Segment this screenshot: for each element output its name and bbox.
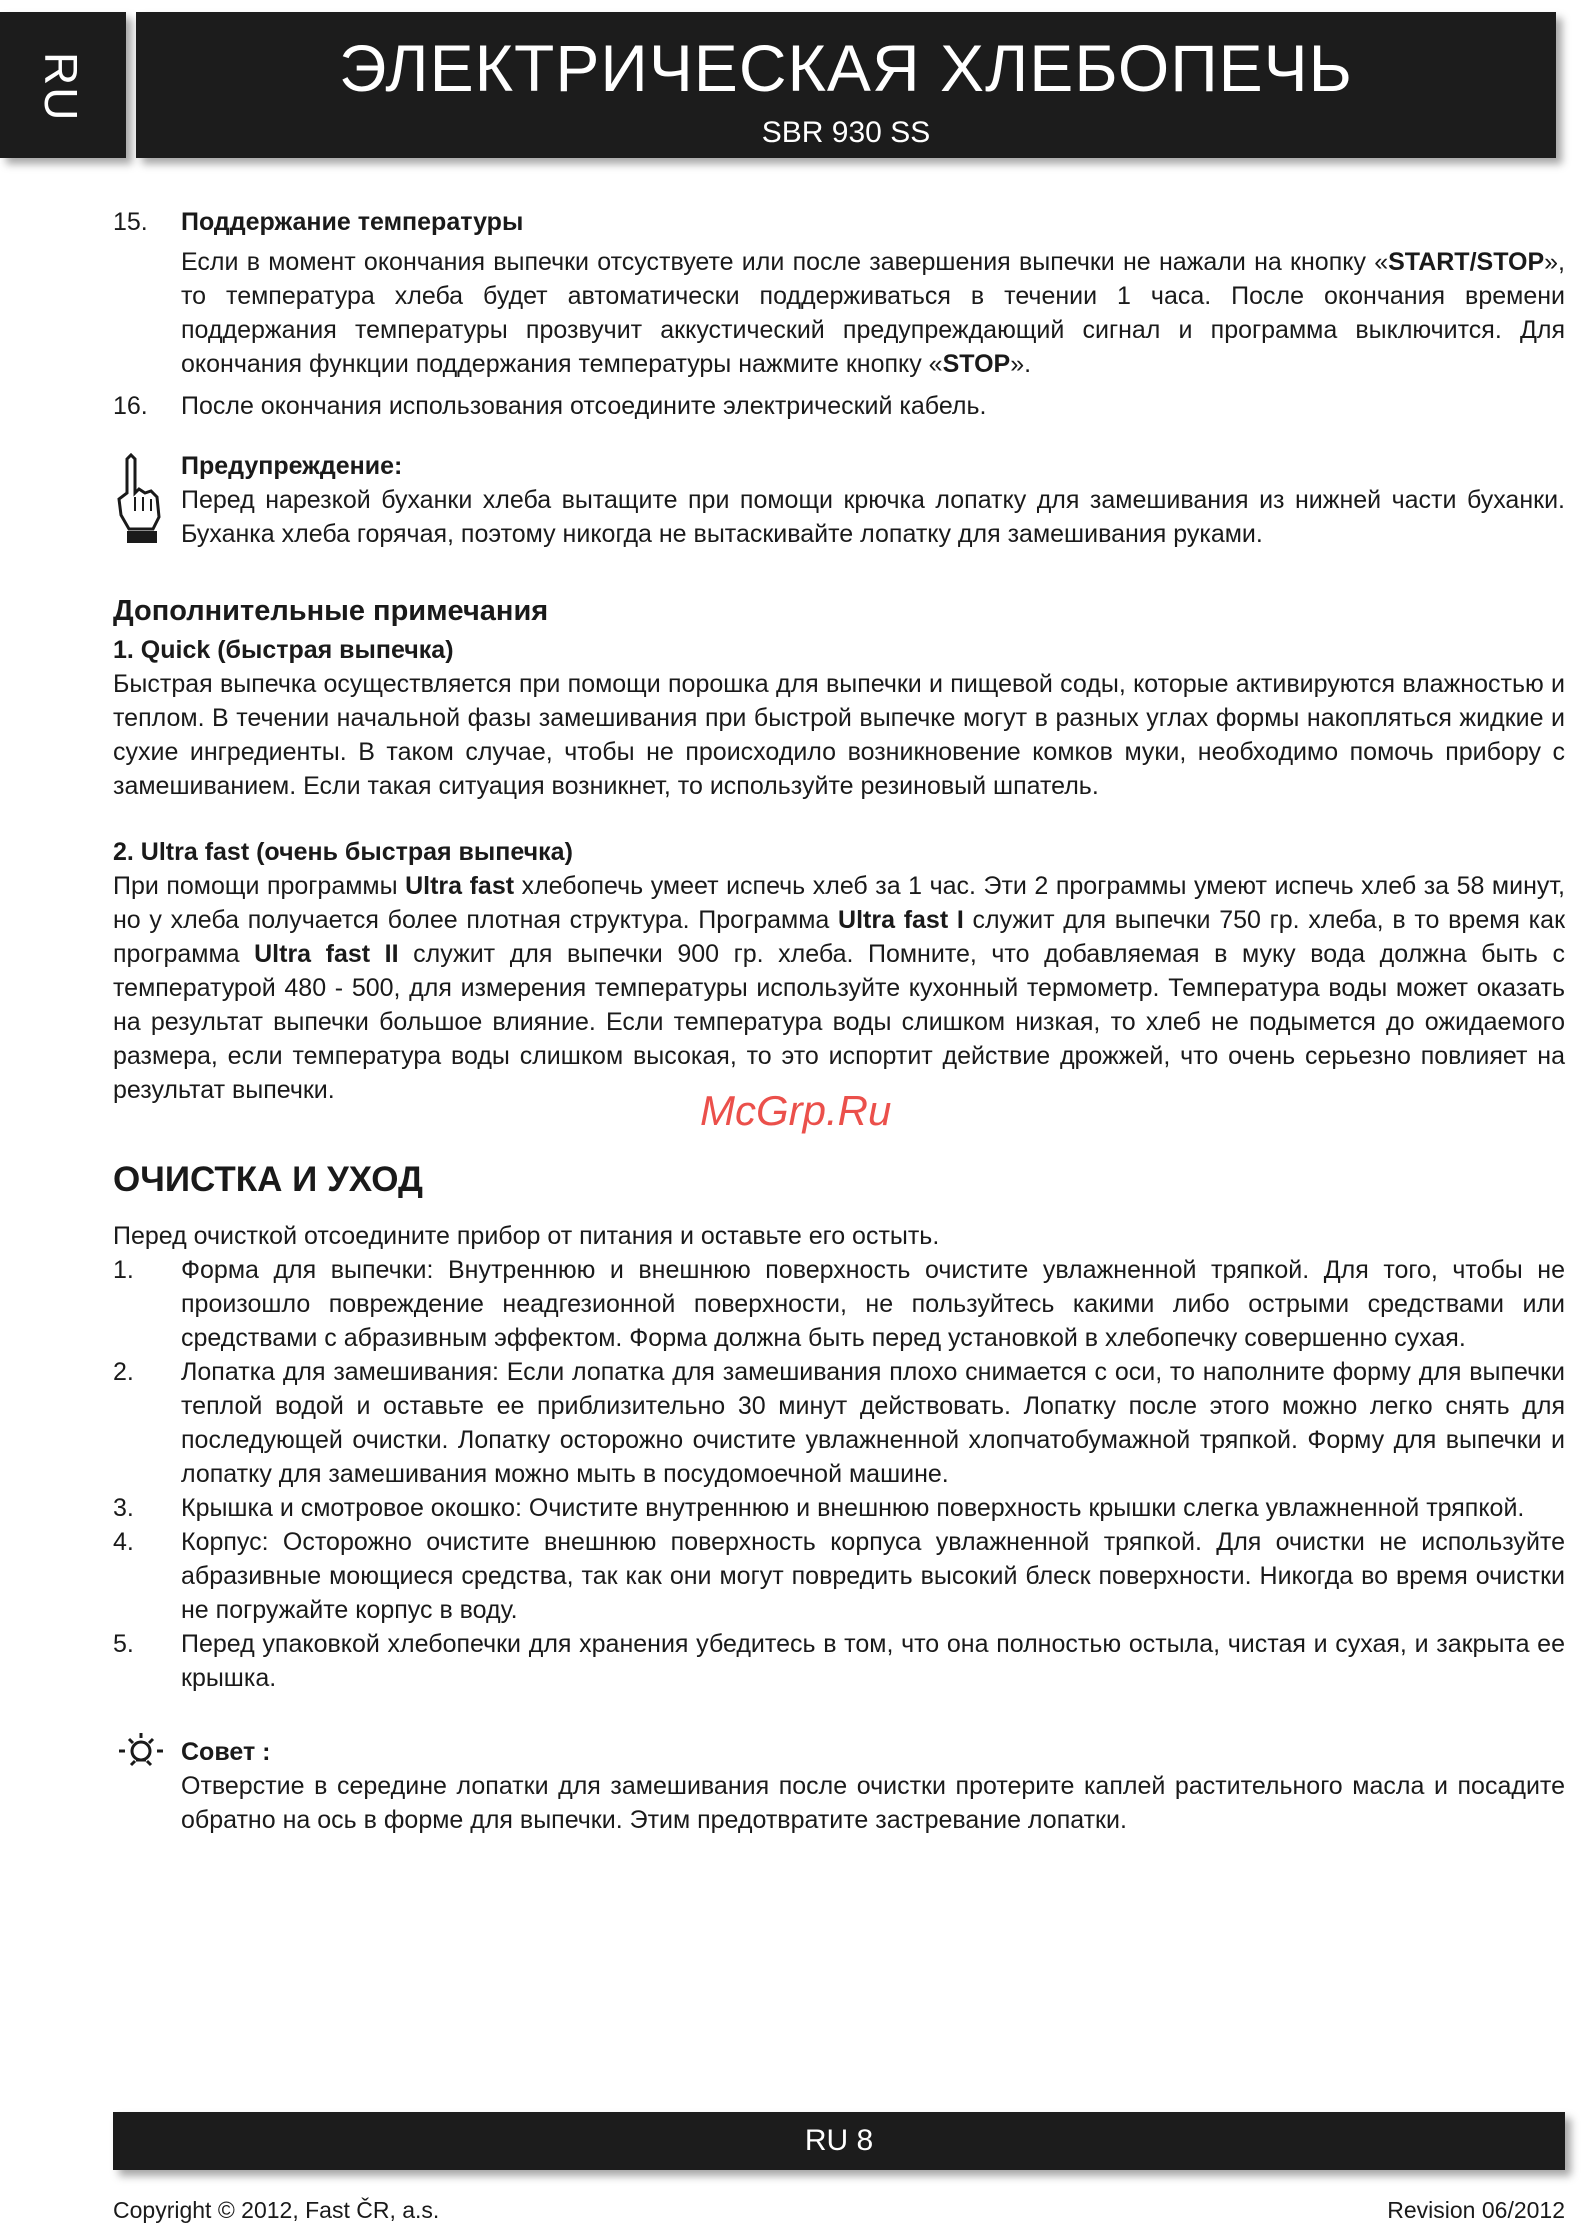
copyright: Copyright © 2012, Fast ČR, a.s. (113, 2197, 440, 2223)
model-number: SBR 930 SS (761, 116, 931, 149)
watermark: McGrp.Ru (700, 1087, 892, 1134)
tip-text: Отверстие в середине лопатки для замешивания после очистки протерите каплей растительного масла и посадите обратно на ось в форме для выпечки. Этим предотвратите застревание лопатки. (181, 1772, 1565, 1834)
step-16 (113, 389, 1565, 423)
lightbulb-icon (111, 1729, 171, 1773)
list-item: 1. Форма для выпечки: Внутреннюю и внешнюю поверхность очистите увлажненной тряпкой. Для того, чтобы не произошло повреждение неадгезионной поверхности, не пользуйтесь какими либо острыми средствами или средствами с абразивным эффектом. Форма должна быть перед установкой в хлебопечку совершенно сухая. (113, 1256, 1565, 1352)
quick-title: 1. Quick (быстрая выпечка) (113, 636, 454, 664)
tip-block (113, 1735, 1565, 1837)
main-content (113, 205, 1565, 1837)
quick-text: Быстрая выпечка осуществляется при помощи порошка для выпечки и пищевой соды, которые активируются влажностью и теплом. В течении начальной фазы замешивания при быстрой выпечке могут в разных углах формы накопляться жидкие и сухие ингредиенты. В таком случае, чтобы не происходило возникновение комков муки, необходимо помочь прибору с замешиванием. Если такая ситуация возникнет, то используйте резиновый шпатель. (113, 670, 1565, 800)
page-number: RU 8 (804, 2124, 874, 2157)
stop-label: STOP (942, 350, 1011, 378)
start-stop-label: START/STOP (1388, 248, 1545, 276)
warning-title: Предупреждение: (181, 452, 403, 480)
step-number: 15. (113, 208, 148, 236)
notes-title: Дополнительные примечания (113, 595, 549, 627)
cleaning-intro: Перед очисткой отсоедините прибор от питания и оставьте его остыть. (113, 1222, 940, 1250)
cleaning-list (113, 1253, 1565, 1695)
pointing-hand-icon (113, 453, 165, 547)
tip-title: Совет : (181, 1738, 271, 1766)
page-title: ЭЛЕКТРИЧЕСКАЯ ХЛЕБОПЕЧЬ (339, 31, 1353, 105)
list-item: 4. Корпус: Осторожно очистите внешнюю поверхность корпуса увлажненной тряпкой. Для очистки не используйте абразивные моющиеся средства, так как они могут повредить высокий блеск поверхности. Никогда во время очистки не погружайте корпус в воду. (113, 1528, 1565, 1624)
list-item: 5. Перед упаковкой хлебопечки для хранения убедитесь в том, что она полностью остыла, чистая и сухая, и закрыта ее крышка. (113, 1630, 1565, 1692)
ultra-text: При помощи программы Ultra fast хлебопечь умеет испечь хлеб за 1 час. Эти 2 программы умеют испечь хлеб за 58 минут, но у хлеба получается более плотная структура. Программа Ultra fast I служит для выпечки 750 гр. хлеба, в то время как программа Ultra fast II служит для выпечки 900 гр. хлеба. Помните, что добавляемая в муку вода должна быть с температурой 480 - 500, для измерения температуры используйте кухонный термометр. Температура воды может оказать на результат выпечки большое влияние. Если температура воды слишком низкая, то хлеб не подымется до ожидаемого размера, если температура воды слишком высокая, то это испортит действие дрожжей, что очень серьезно повлияет на результат выпечки. (113, 872, 1566, 1104)
warning-text: Перед нарезкой буханки хлеба вытащите при помощи крючка лопатку для замешивания из нижней части буханки. Буханка хлеба горячая, поэтому никогда не вытаскивайте лопатку для замешивания руками. (181, 486, 1565, 548)
step-number: 16. (113, 392, 148, 420)
revision: Revision 06/2012 (1387, 2197, 1565, 2223)
page-number-bar (113, 2112, 1565, 2170)
step-heading: Поддержание температуры (181, 208, 524, 236)
cleaning-title: ОЧИСТКА И УХОД (113, 1160, 423, 1199)
warning-block (113, 449, 1565, 551)
list-item: 2. Лопатка для замешивания: Если лопатка для замешивания плохо снимается с оси, то наполните форму для выпечки теплой водой и оставьте ее приблизительно 30 минут действовать. Лопатку после этого можно легко снять для последующей очистки. Лопатку осторожно очистите увлажненной хлопчатобумажной тряпкой. Форму для выпечки и лопатку для замешивания можно мыть в посудомоечной машине. (113, 1358, 1565, 1488)
step-text: После окончания использования отсоедините электрический кабель. (181, 392, 987, 420)
step-text: Если в момент окончания выпечки отсуствуете или после завершения выпечки не нажали на кнопку «START/STOP», то температура хлеба будет автоматически поддерживаться в течении 1 часа. После окончания времени поддержания температуры прозвучит аккустический предупреждающий сигнал и программа выключится. Для окончания функции поддержания температуры нажмите кнопку «STOP». (181, 248, 1565, 378)
list-item: 3. Крышка и смотровое окошко: Очистите внутреннюю и внешнюю поверхность крышки слегка увлажненной тряпкой. (113, 1494, 1525, 1522)
step-15 (113, 205, 1565, 381)
language-tab (0, 12, 126, 158)
language-label: RU (35, 52, 87, 123)
title-bar (136, 12, 1556, 158)
ultra-title: 2. Ultra fast (очень быстрая выпечка) (113, 838, 573, 866)
